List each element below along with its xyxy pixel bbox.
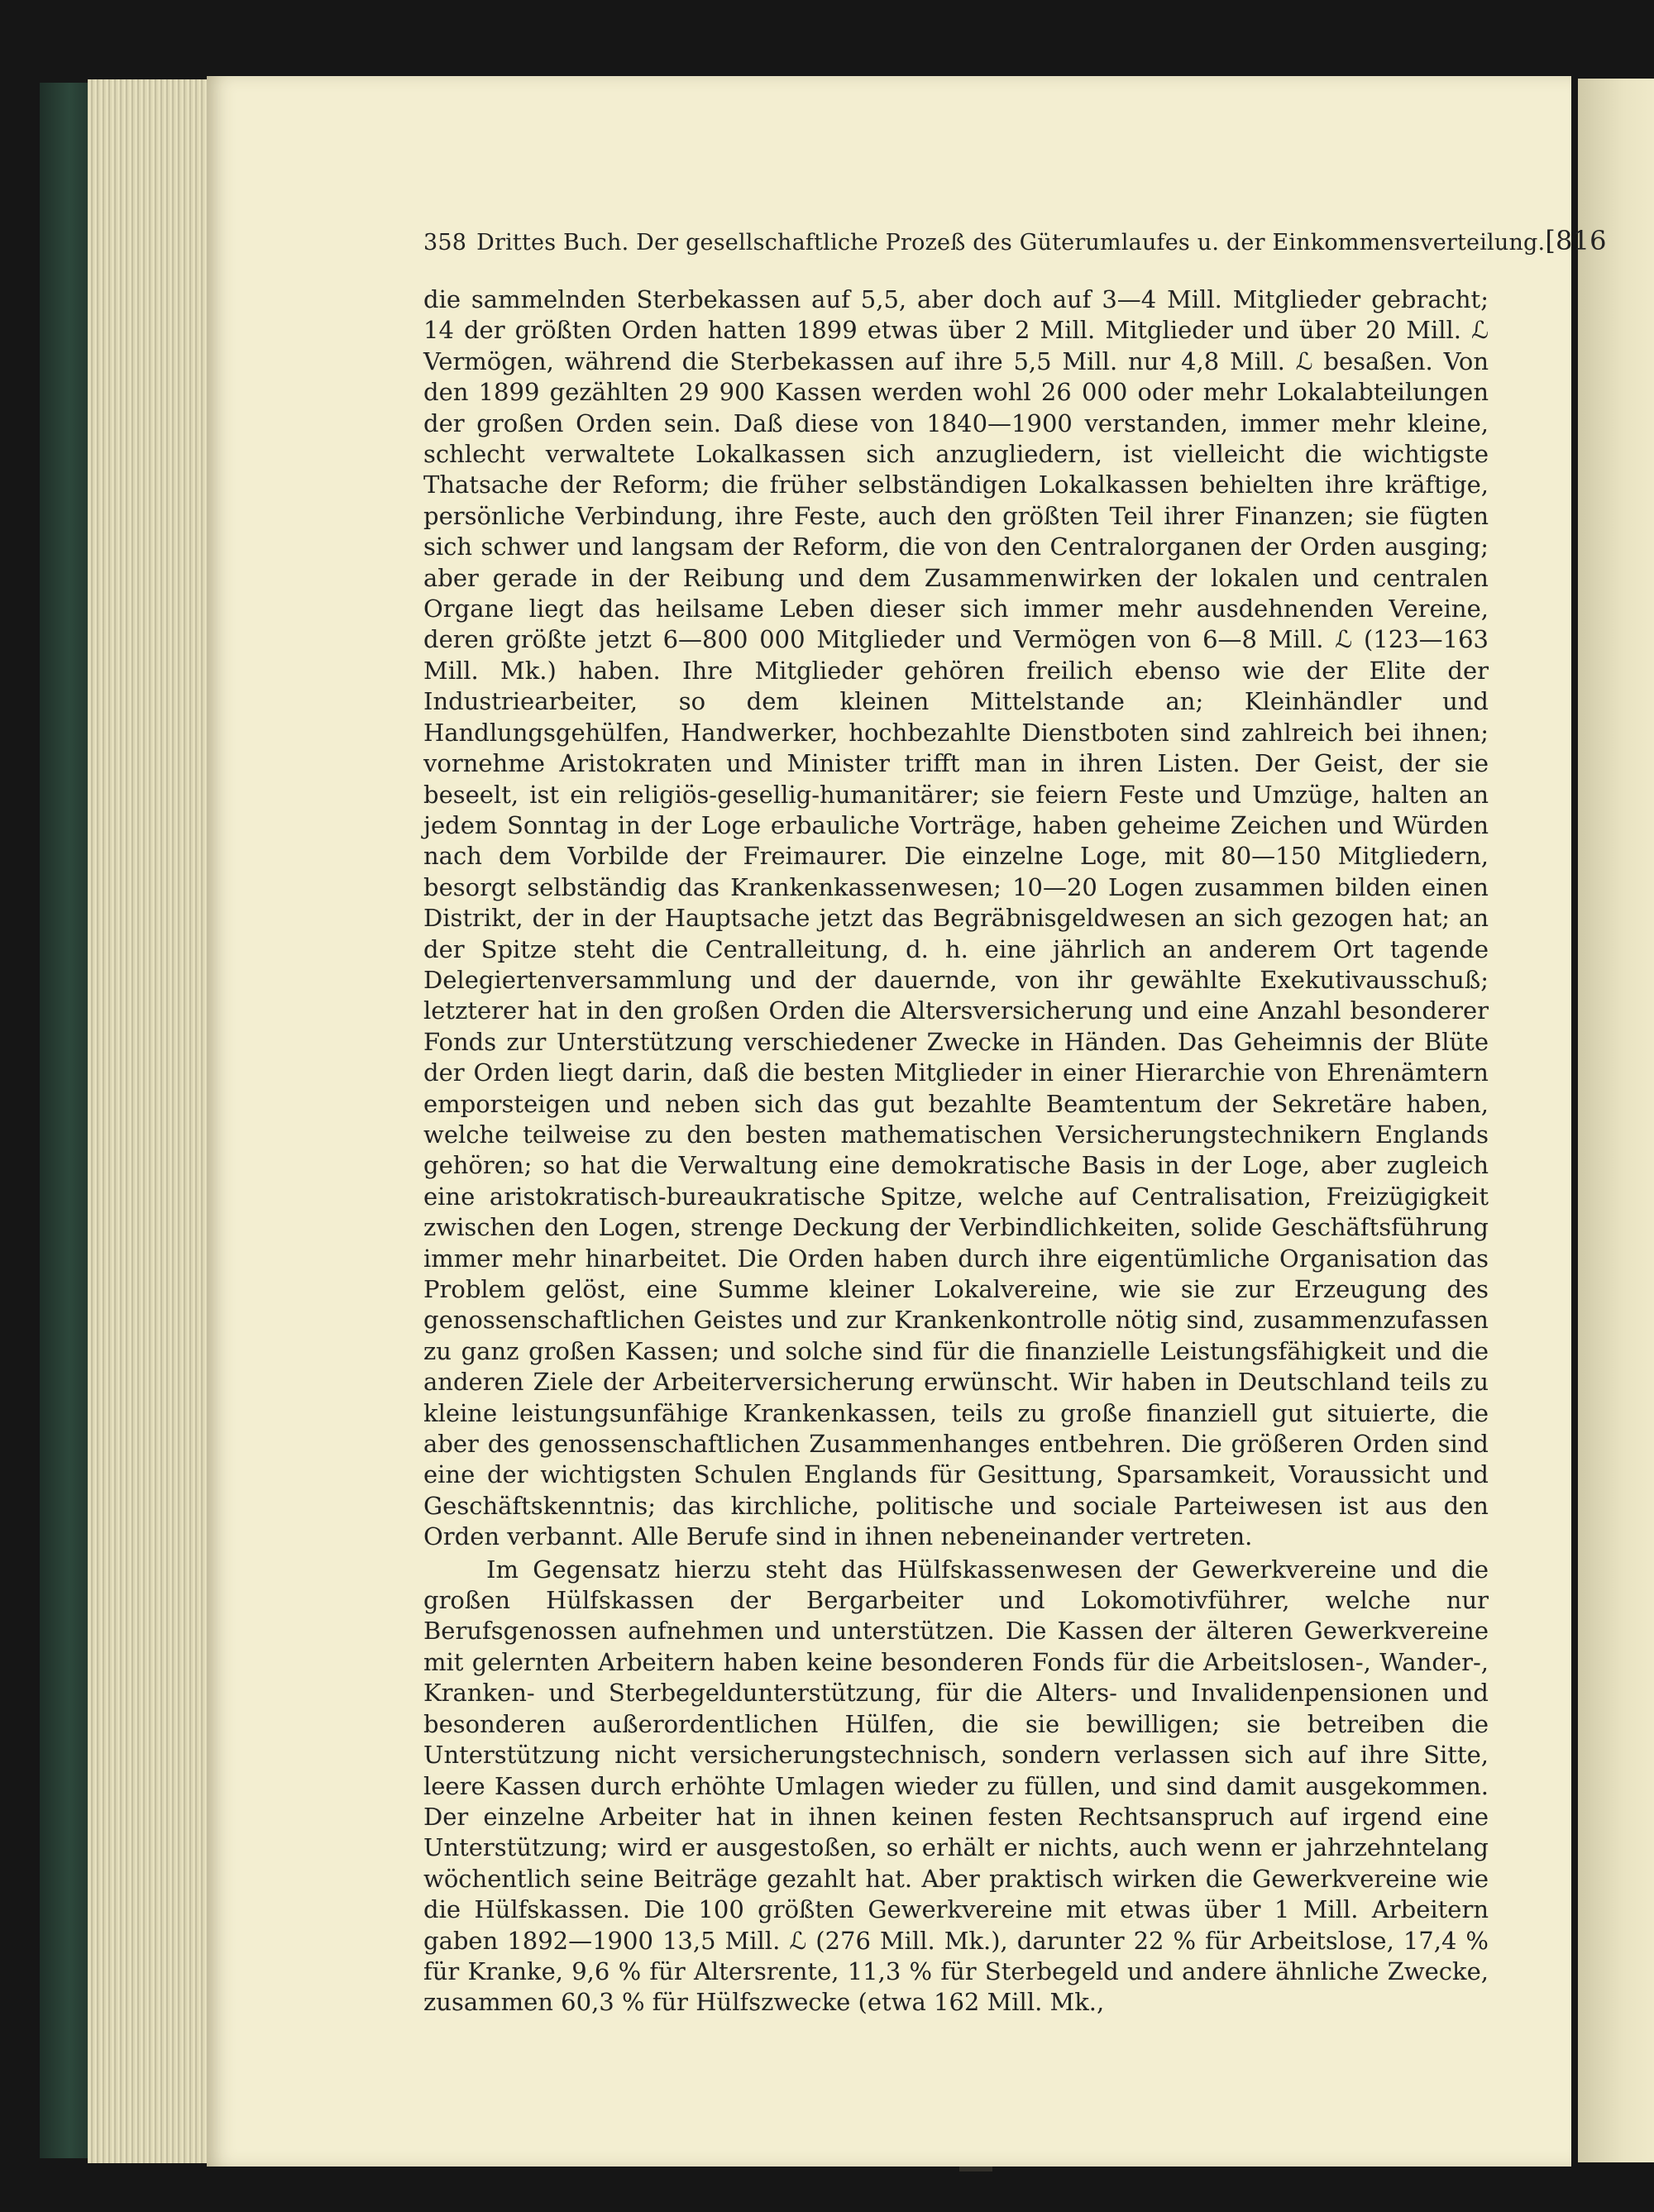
body-text <box>423 284 1489 2019</box>
page-stack-edges <box>88 79 212 2163</box>
header-page-reference: [816 <box>1545 225 1607 256</box>
running-head <box>423 225 1607 256</box>
page-smudge <box>959 2167 992 2171</box>
header-title: Drittes Buch. Der gesellschaftliche Prozeß des Güterumlaufes u. der Einkommensverteilung. <box>476 230 1546 256</box>
paragraph: Im Gegensatz hierzu steht das Hülfskassenwesen der Gewerkvereine und die großen Hülfskassen der Bergarbeiter und Lokomotivführer, welche nur Berufsgenossen aufnehmen und unterstützen. Die Kassen der älteren Gewerkvereine mit gelernten Arbeitern haben keine besonderen Fonds für die Arbeitslosen-, Wander-, Kranken- und Sterbegeldunterstützung, für die Alters- und Invalidenpensionen und besonderen außerordentlichen Hülfen, die sie bewilligen; sie betreiben die Unterstützung nicht versicherungstechnisch, sondern verlassen sich auf ihre Sitte, leere Kassen durch erhöhte Umlagen wieder zu füllen, und sind damit ausgekommen. Der einzelne Arbeiter hat in ihnen keinen festen Rechtsanspruch auf irgend eine Unterstützung; wird er ausgestoßen, so erhält er nichts, auch wenn er jahrzehntelang wöchentlich seine Beiträge gezahlt hat. Aber praktisch wirken die Gewerkvereine wie die Hülfskassen. Die 100 größten Gewerkvereine mit etwas über 1 Mill. Arbeitern gaben 1892—1900 13,5 Mill. ℒ (276 Mill. Mk.), darunter 22 % für Arbeitslose, 17,4 % für Kranke, 9,6 % für Altersrente, 11,3 % für Sterbegeld und andere ähnliche Zwecke, zusammen 60,3 % für Hülfszwecke (etwa 162 Mill. Mk., <box>423 1555 1489 2017</box>
page-number: 358 <box>423 230 467 256</box>
facing-page-edge <box>1578 79 1654 2162</box>
paragraph: die sammelnden Sterbekassen auf 5,5, aber doch auf 3—4 Mill. Mitglieder gebracht; 14 der größten Orden hatten 1899 etwas über 2 Mill. Mitglieder und über 20 Mill. ℒ Vermögen, während die Sterbekassen auf ihre 5,5 Mill. nur 4,8 Mill. ℒ besaßen. Von den 1899 gezählten 29 900 Kassen werden wohl 26 000 oder mehr Lokalabteilungen der großen Orden sein. Daß diese von 1840—1900 verstanden, immer mehr kleine, schlecht verwaltete Lokalkassen sich anzugliedern, ist vielleicht die wichtigste Thatsache der Reform; die früher selbständigen Lokalkassen behielten ihre kräftige, persönliche Verbindung, ihre Feste, auch den größten Teil ihrer Finanzen; sie fügten sich schwer und langsam der Reform, die von den Centralorganen der Orden ausging; aber gerade in der Reibung und dem Zusammenwirken der lokalen und centralen Organe liegt das heilsame Leben dieser sich immer mehr ausdehnenden Vereine, deren größte jetzt 6—800 000 Mitglieder und Vermögen von 6—8 Mill. ℒ (123—163 Mill. Mk.) haben. Ihre Mitglieder gehören freilich ebenso wie der Elite der Industriearbeiter, so dem kleinen Mittelstande an; Kleinhändler und Handlungsgehülfen, Handwerker, hochbezahlte Dienstboten sind zahlreich bei ihnen; vornehme Aristokraten und Minister trifft man in ihren Listen. Der Geist, der sie beseelt, ist ein religiös-gesellig-humanitärer; sie feiern Feste und Umzüge, halten an jedem Sonntag in der Loge erbauliche Vorträge, haben geheime Zeichen und Würden nach dem Vorbilde der Freimaurer. Die einzelne Loge, mit 80—150 Mitgliedern, besorgt selbständig das Krankenkassenwesen; 10—20 Logen zusammen bilden einen Distrikt, der in der Hauptsache jetzt das Begräbnisgeldwesen an sich gezogen hat; an der Spitze steht die Centralleitung, d. h. eine jährlich an anderem Ort tagende Delegiertenversammlung und der dauernde, von ihr gewählte Exekutivausschuß; letzterer hat in den großen Orden die Altersversicherung und eine Anzahl besonderer Fonds zur Unterstützung verschiedener Zwecke in Händen. Das Geheimnis der Blüte der Orden liegt darin, daß die besten Mitglieder in einer Hierarchie von Ehrenämtern emporsteigen und neben sich das gut bezahlte Beamtentum der Sekretäre haben, welche teilweise zu den besten mathematischen Versicherungstechnikern Englands gehören; so hat die Verwaltung eine demokratische Basis in der Loge, aber zugleich eine aristokratisch-bureaukratische Spitze, welche auf Centralisation, Freizügigkeit zwischen den Logen, strenge Deckung der Verbindlichkeiten, solide Geschäftsführung immer mehr hinarbeitet. Die Orden haben durch ihre eigentümliche Organisation das Problem gelöst, eine Summe kleiner Lokalvereine, wie sie zur Erzeugung des genossenschaftlichen Geistes und zur Krankenkontrolle nötig sind, zusammenzufassen zu ganz großen Kassen; und solche sind für die finanzielle Leistungsfähigkeit und die anderen Ziele der Arbeiterversicherung erwünscht. Wir haben in Deutschland teils zu kleine leistungsunfähige Krankenkassen, teils zu große finanziell gut situierte, die aber des genossenschaftlichen Zusammenhanges entbehren. Die größeren Orden sind eine der wichtigsten Schulen Englands für Gesittung, Sparsamkeit, Voraussicht und Geschäftskenntnis; das kirchliche, politische und sociale Parteiwesen ist aus den Orden verbannt. Alle Berufe sind in ihnen nebeneinander vertreten. <box>423 285 1489 1551</box>
